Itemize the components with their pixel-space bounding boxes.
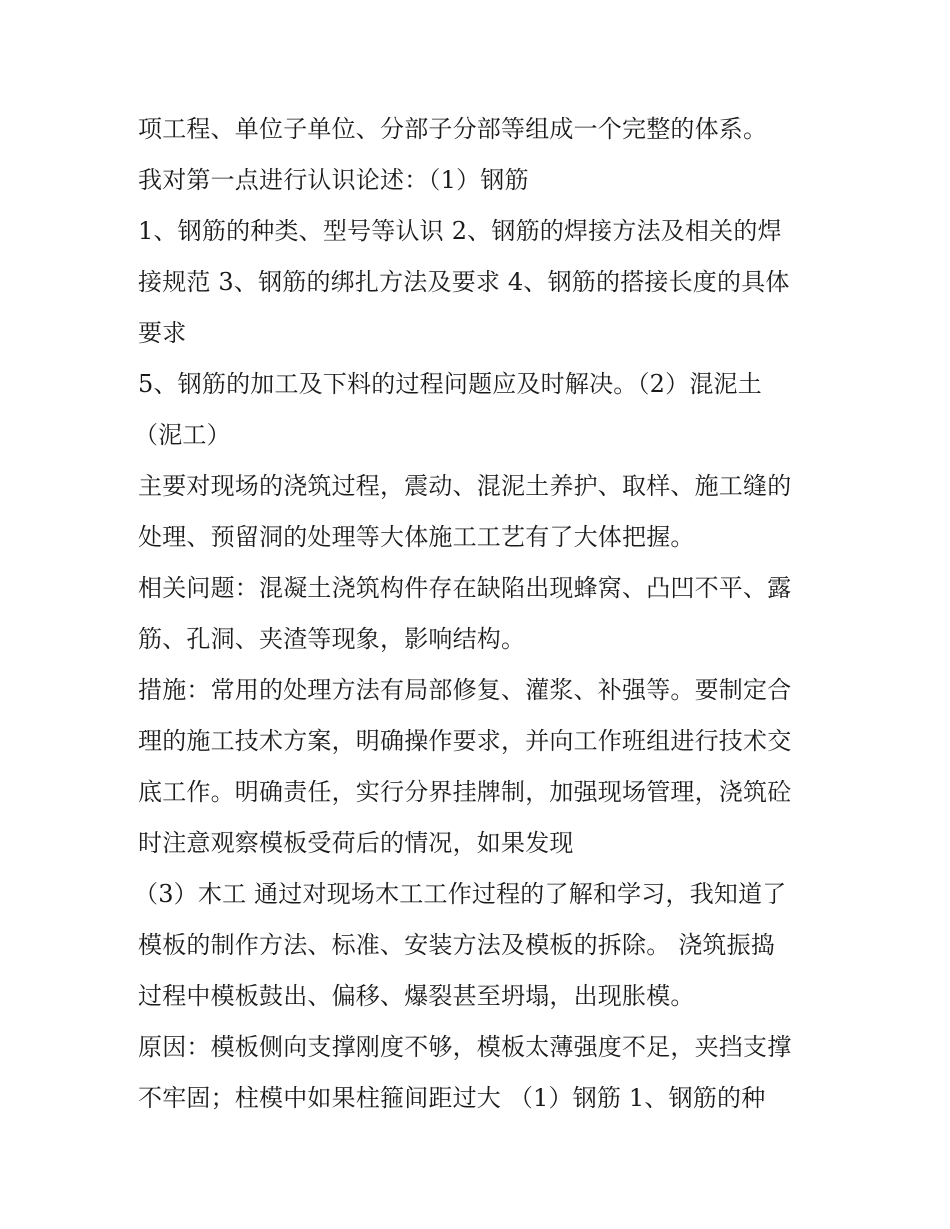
text-line: 底工作。明确责任，实行分界挂牌制，加强现场管理，浇筑砼	[138, 778, 792, 806]
text-line: 不牢固；柱模中如果柱箍间距过大 （1）钢筋 1、钢筋的种	[138, 1084, 766, 1112]
text-line: 主要对现场的浇筑过程，震动、混泥土养护、取样、施工缝的	[138, 472, 792, 500]
text-line: 过程中模板鼓出、偏移、爆裂甚至坍塌，出现胀模。	[138, 982, 695, 1010]
text-line: 1、钢筋的种类、型号等认识 2、钢筋的焊接方法及相关的焊	[138, 217, 782, 245]
text-line: （泥工）	[134, 421, 231, 449]
text-line: 措施：常用的处理方法有局部修复、灌浆、补强等。要制定合	[138, 676, 792, 704]
text-line: 时注意观察模板受荷后的情况，如果发现	[138, 829, 574, 857]
text-line: 5、钢筋的加工及下料的过程问题应及时解决。（2）混泥土	[138, 370, 762, 398]
text-line: 模板的制作方法、标准、安装方法及模板的拆除。 浇筑振捣	[138, 931, 776, 959]
text-line: 原因：模板侧向支撑刚度不够，模板太薄强度不足，夹挡支撑	[138, 1033, 792, 1061]
text-line: 处理、预留洞的处理等大体施工工艺有了大体把握。	[138, 523, 695, 551]
text-line: 理的施工技术方案，明确操作要求，并向工作班组进行技术交	[138, 727, 792, 755]
body-text	[134, 104, 828, 1124]
text-line: 我对第一点进行认识论述：（1）钢筋	[138, 166, 529, 194]
text-line: 项工程、单位子单位、分部子分部等组成一个完整的体系。	[138, 115, 768, 143]
text-line: 接规范 3、钢筋的绑扎方法及要求 4、钢筋的搭接长度的具体	[138, 268, 790, 296]
text-line: 筋、孔洞、夹渣等现象，影响结构。	[138, 625, 526, 653]
text-line: 相关问题：混凝土浇筑构件存在缺陷出现蜂窝、凸凹不平、露	[138, 574, 792, 602]
text-line: 要求	[138, 319, 187, 347]
text-line: （3）木工 通过对现场木工工作过程的了解和学习，我知道了	[134, 880, 787, 908]
